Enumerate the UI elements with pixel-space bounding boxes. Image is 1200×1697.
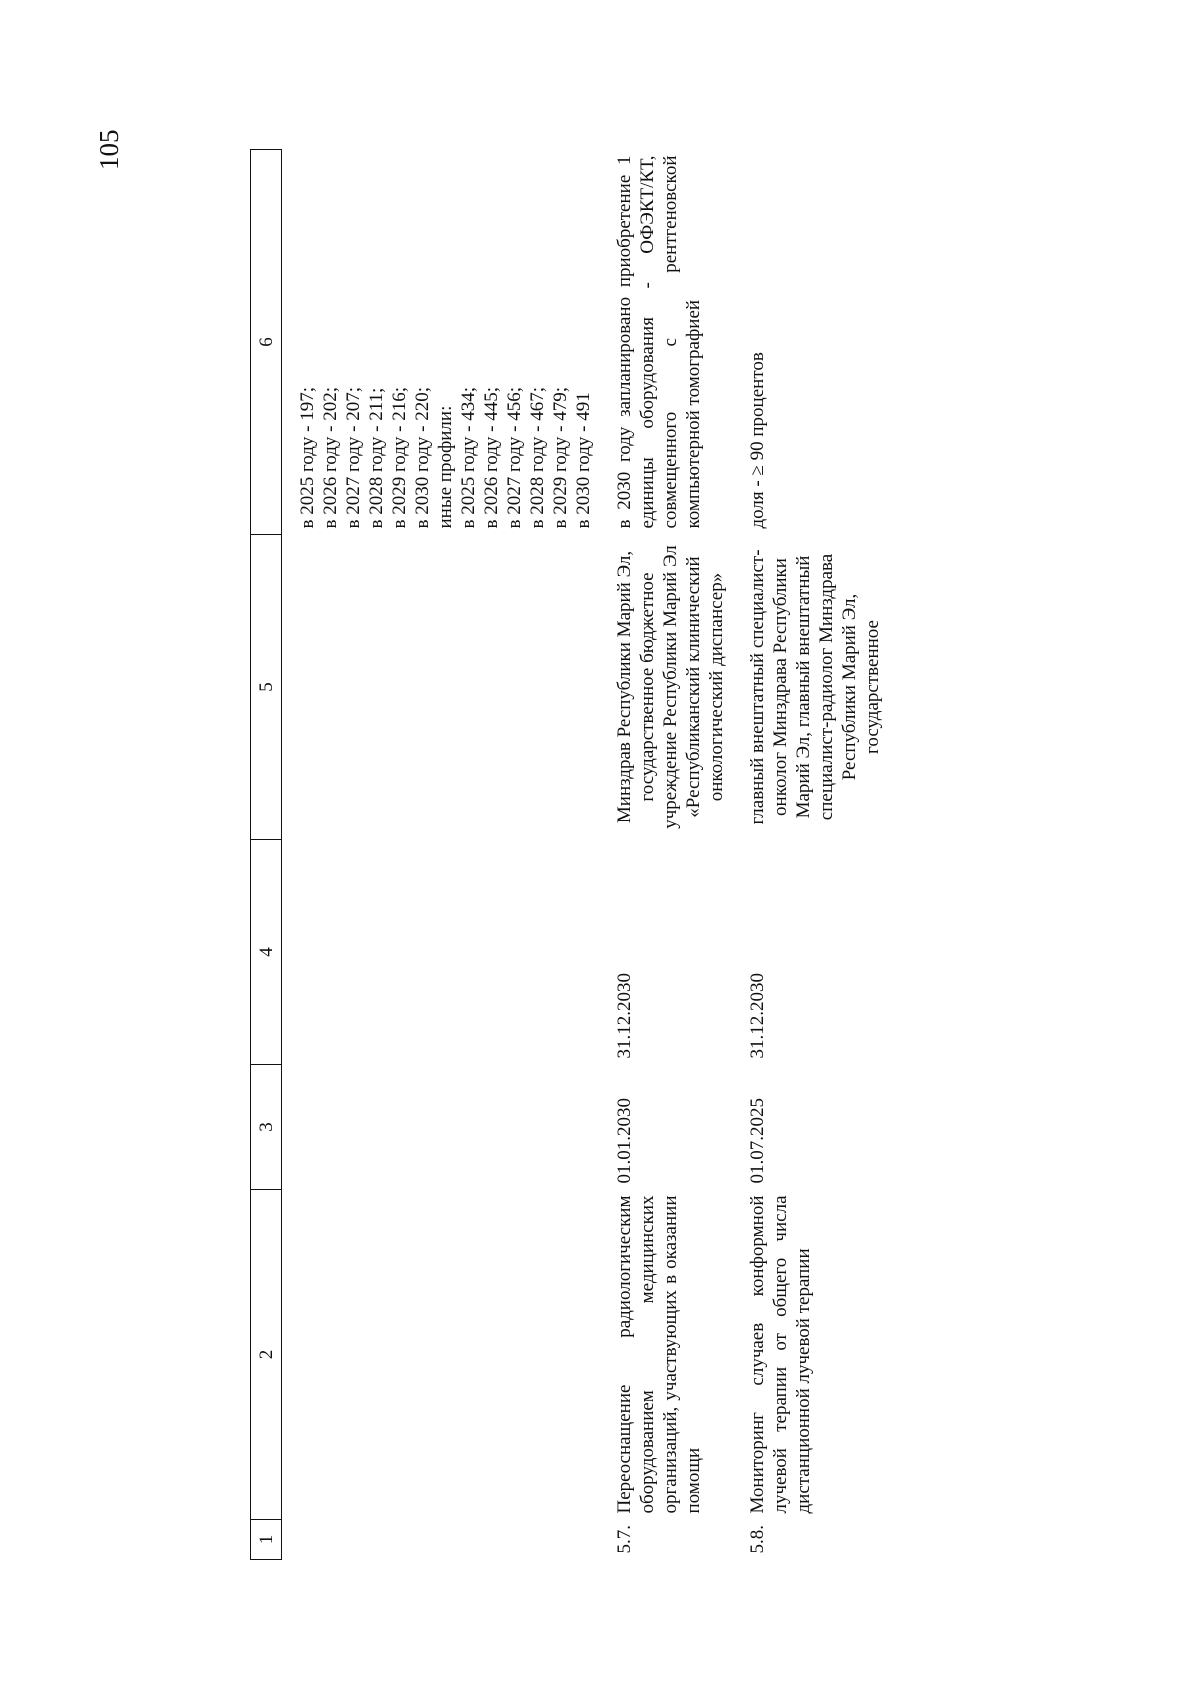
col-header-6: 6 [251, 150, 282, 535]
plan-table [250, 149, 884, 1560]
table-row [746, 150, 884, 1560]
carryover-line: в 2026 году - 445; [481, 386, 502, 529]
start-date: 01.01.2030 [614, 1098, 635, 1184]
expected-result [613, 150, 728, 535]
table-row [613, 150, 728, 1560]
measure-name: Мониторинг случаев конформной лучевой терапии от общего числа дистанционной лучевой терапии [747, 1195, 814, 1514]
measure-name: Переоснащение радиологическим оборудованием медицинских организаций, участвующих в оказании помощи [614, 1195, 704, 1514]
carryover-line: в 2027 году - 456; [504, 386, 525, 529]
col-header-5: 5 [251, 535, 282, 840]
carryover-line: в 2025 году - 434; [458, 386, 479, 529]
row-number: 5.7. [614, 1525, 635, 1554]
rotated-table-sheet [250, 150, 1150, 1560]
carryover-line: в 2030 году - 220; [412, 386, 433, 529]
col-header-1: 1 [251, 1520, 282, 1560]
carryover-line: в 2030 году - 491 [573, 392, 594, 529]
carryover-line: в 2025 году - 197; [297, 386, 318, 529]
header-row [251, 150, 282, 1560]
col-header-4: 4 [251, 840, 282, 1065]
carryover-line: в 2028 году - 467; [527, 386, 548, 529]
col-header-2: 2 [251, 1190, 282, 1520]
carryover-row [296, 150, 595, 1560]
end-date: 31.12.2030 [614, 973, 635, 1059]
responsible: Минздрав Республики Марий Эл, государственное бюджетное учреждение Республики Марий Эл «Республиканский клинический онкологический диспансер» [614, 545, 727, 829]
page-number: 105 [94, 129, 124, 170]
carryover-line: в 2026 году - 202; [320, 386, 341, 529]
row-number: 5.8. [747, 1525, 768, 1554]
expected-result: доля - ≥ 90 процентов [747, 352, 768, 529]
col-header-3: 3 [251, 1065, 282, 1190]
start-date: 01.07.2025 [747, 1098, 768, 1184]
carryover-line: в 2029 году - 216; [389, 386, 410, 529]
responsible: главный внештатный специалист-онколог Минздрава Республики Марий Эл, главный внештатный специалист-радиолог Минздрава Республики Марий Эл, государственное [747, 549, 883, 825]
carryover-line: в 2028 году - 211; [366, 387, 387, 529]
carryover-line: иные профили: [435, 405, 456, 529]
carryover-line: в 2029 году - 479; [550, 386, 571, 529]
carryover-cell [296, 150, 595, 535]
expected-result-text: в 2030 году запланировано приобретение 1 единицы оборудования - ОФЭКТ/КТ, совмещенного с рентгеновской компьютерной томографией [614, 155, 704, 529]
carryover-line: в 2027 году - 207; [343, 386, 364, 529]
end-date: 31.12.2030 [747, 973, 768, 1059]
